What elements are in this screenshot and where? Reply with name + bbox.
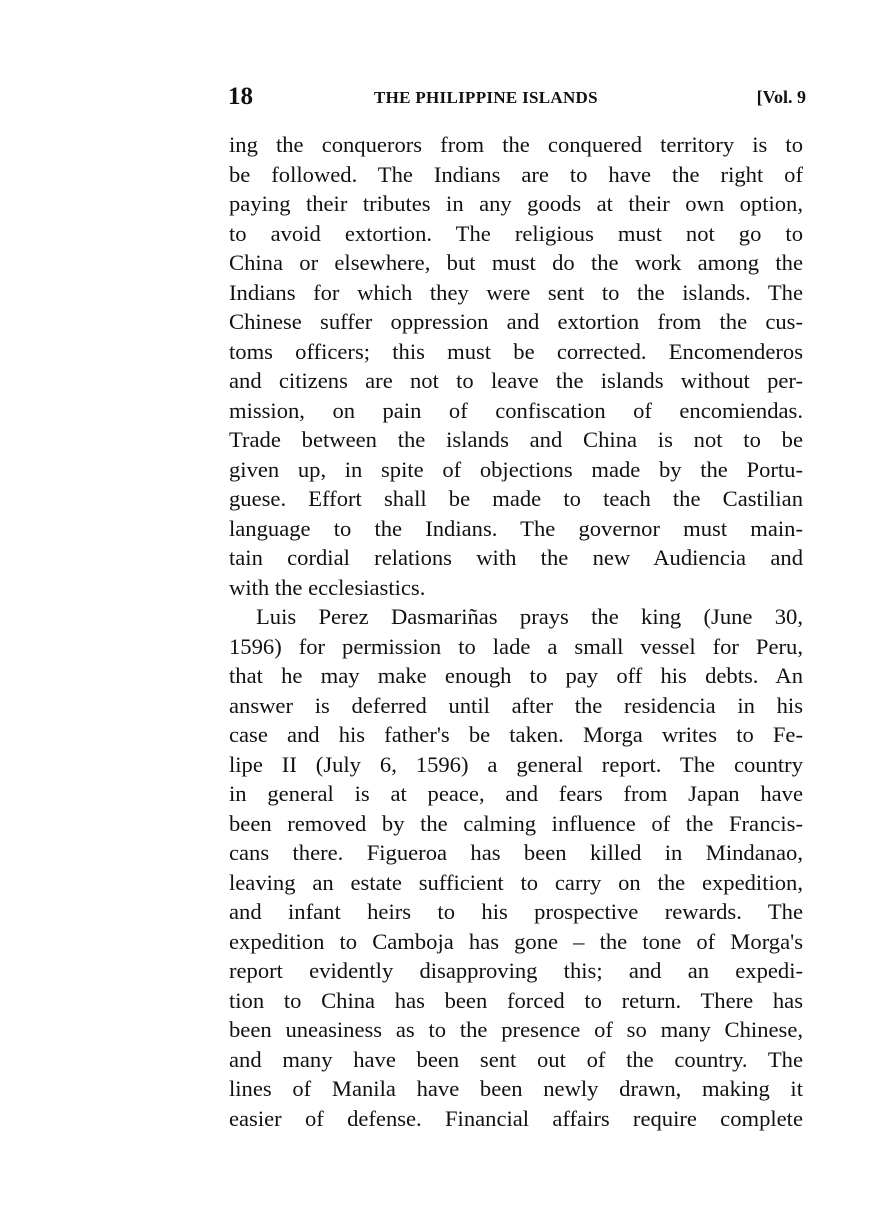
text-line: tain cordial relations with the new Audiencia and: [229, 545, 803, 570]
text-line: been removed by the calming influence of the Francis-: [229, 810, 803, 836]
text-line: China or elsewhere, but must do the work among the: [229, 250, 803, 275]
text-line: guese. Effort shall be made to teach the Castilian: [229, 486, 803, 511]
page-number: 18: [228, 83, 253, 110]
volume-label: [Vol. 9: [756, 87, 806, 107]
text-line: ing the conquerors from the conquered territory is to: [229, 132, 803, 157]
text-line: 1596) for permission to lade a small vessel for Peru,: [229, 633, 803, 659]
paragraph: [229, 602, 803, 1133]
paragraph: [229, 130, 803, 602]
text-line: and many have been sent out of the country. The: [229, 1046, 803, 1072]
text-line: with the ecclesiastics.: [229, 574, 426, 600]
text-line: that he may make enough to pay off his debts. An: [229, 663, 803, 688]
text-line: mission, on pain of confiscation of encomiendas.: [229, 397, 803, 423]
running-title: THE PHILIPPINE ISLANDS: [374, 88, 598, 107]
text-line: cans there. Figueroa has been killed in Mindanao,: [229, 840, 803, 865]
text-line: tion to China has been forced to return. There has: [229, 987, 803, 1013]
text-line: language to the Indians. The governor must main-: [229, 515, 803, 541]
text-line: lipe II (July 6, 1596) a general report. The country: [229, 751, 803, 777]
text-line: lines of Manila have been newly drawn, making it: [229, 1076, 803, 1101]
text-line: paying their tributes in any goods at their own option,: [229, 191, 803, 216]
text-line: and infant heirs to his prospective rewards. The: [229, 899, 803, 924]
text-line: case and his father's be taken. Morga writes to Fe-: [229, 722, 803, 747]
text-line: answer is deferred until after the residencia in his: [229, 692, 803, 718]
text-line: Luis Perez Dasmariñas prays the king (June 30,: [256, 604, 803, 629]
text-line: to avoid extortion. The religious must not go to: [229, 220, 803, 246]
text-line: expedition to Camboja has gone – the tone of Morga's: [229, 928, 803, 954]
text-line: and citizens are not to leave the islands without per-: [229, 368, 803, 393]
text-line: been uneasiness as to the presence of so many Chinese,: [229, 1017, 803, 1042]
text-line: Trade between the islands and China is not to be: [229, 427, 803, 452]
text-line: Indians for which they were sent to the islands. The: [229, 279, 803, 305]
text-line: toms officers; this must be corrected. Encomenderos: [229, 338, 803, 364]
text-line: given up, in spite of objections made by the Portu-: [229, 456, 803, 482]
text-line: be followed. The Indians are to have the right of: [229, 161, 803, 187]
text-line: report evidently disapproving this; and an expedi-: [229, 958, 803, 983]
text-line: easier of defense. Financial affairs require complete: [229, 1105, 803, 1131]
body-text: [229, 130, 803, 1133]
text-line: Chinese suffer oppression and extortion from the cus-: [229, 309, 803, 334]
running-head: [228, 82, 806, 112]
text-line: leaving an estate sufficient to carry on the expedition,: [229, 869, 803, 895]
text-line: in general is at peace, and fears from Japan have: [229, 781, 803, 806]
